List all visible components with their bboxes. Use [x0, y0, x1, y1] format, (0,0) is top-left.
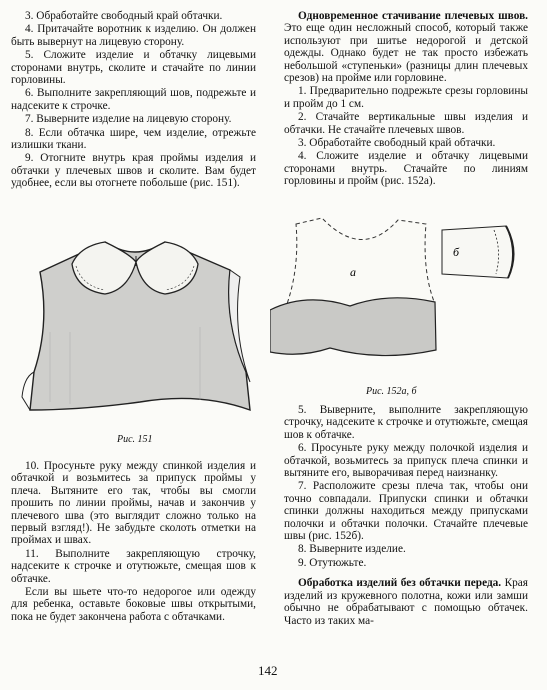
section-paragraph: [284, 10, 528, 84]
paragraph: 3. Обработайте свободный край обтачки.: [25, 10, 223, 22]
section-intro: Это еще один несложный способ, который также используют при шитье недорогой и детской одежды. Однако будет не так просто избежать небольшой «ступеньки» (разницы длин плечевых срезов) на пройме или горловине.: [284, 22, 528, 85]
paragraph: 8. Если обтачка шире, чем изделие, отрежьте излишки ткани.: [11, 126, 256, 152]
paragraph: 7. Выверните изделие на лицевую сторону.: [25, 113, 232, 126]
paragraph: 3. Обработайте свободный край обтачки.: [298, 137, 496, 150]
section-heading: Обработка изделий без обтачки переда.: [298, 577, 502, 590]
piece-a-facing: [284, 218, 435, 312]
figure-151: [10, 232, 260, 427]
paragraph: 1. Предварительно подрежьте срезы горловины и пройм до 1 см.: [284, 85, 528, 110]
section-heading: Одновременное стачивание плечевых швов.: [298, 10, 528, 22]
right-column-bottom: [284, 404, 528, 628]
right-column-top: [284, 10, 528, 189]
paragraph: 4. Сложите изделие и обтачку лицевыми сторонами внутрь. Стачайте по линиям горловины и пройм (рис. 152а).: [284, 150, 528, 188]
piece-a-body: [270, 298, 436, 356]
paragraph: 4. Притачайте воротник к изделию. Он должен быть вывернут на лицевую сторону.: [11, 23, 256, 48]
page-number: 142: [258, 663, 278, 678]
paragraph: 5. Выверните, выполните закрепляющую строчку, надсеките к строчке и отутюжьте, смещая шов к обтачке.: [284, 404, 528, 441]
paragraph: 7. Расположите срезы плеча так, чтобы они точно совпадали. Припуски спинки и обтачки спинки должны находиться между припусками полочки и обтачки полочки. Стачайте плечевые швы (рис. 152б).: [284, 480, 528, 543]
paragraph: 11. Выполните закрепляющую строчку, надсеките к строчке и отутюжьте, смещая шов к обтачке.: [11, 547, 256, 585]
left-column-bottom: [11, 460, 256, 624]
paragraph: 2. Стачайте вертикальные швы изделия и обтачки. Не стачайте плечевых швов.: [284, 111, 528, 136]
paragraph: 6. Просуньте руку между полочкой изделия и обтачкой, возьмитесь за припуск плеча спинки и вытяните его, выворачивая перед наизнанку.: [284, 442, 528, 480]
left-column-top: [11, 10, 256, 191]
label-a: а: [350, 265, 356, 279]
paragraph: 9. Отогните внутрь края проймы изделия и обтачки у плечевых швов и сколите. Вам будет удобнее, если вы отогнете побольше (рис. 151).: [11, 152, 256, 190]
label-b: б: [453, 245, 460, 259]
section-text: Края изделий из кружевного полотна, кожи или замши обычно не обрабатывают с помощью обтачек. Часто из таких ма-: [284, 577, 529, 627]
paragraph: 10. Просуньте руку между спинкой изделия и обтачкой и возьмитесь за припуск проймы у плеча. Вытяните его так, чтобы вы смогли прошить по линии проймы, начав и закончив у плечевого шва (это выглядит сложно только на первый взгляд!). Не забудьте сколоть отметки на проймах и швах.: [11, 460, 256, 547]
section-paragraph: [284, 577, 528, 627]
paragraph: 8. Выверните изделие.: [298, 543, 406, 556]
paragraph: 5. Сложите изделие и обтачку лицевыми сторонами внутрь, сколите и стачайте по линии горловины.: [11, 49, 256, 87]
paragraph: 6. Выполните закрепляющий шов, подрежьте и надсеките к строчке.: [11, 87, 256, 112]
figure-152: [270, 212, 532, 382]
paragraph: Если вы шьете что-то недорогое или одежду для ребенка, оставьте боковые швы открытыми, пока не будет закончена работа с обтачками.: [11, 586, 256, 623]
paragraph: 9. Отутюжьте.: [298, 556, 367, 569]
figure-152-caption: Рис. 152а, б: [366, 386, 417, 397]
figure-151-caption: Рис. 151: [117, 434, 153, 445]
